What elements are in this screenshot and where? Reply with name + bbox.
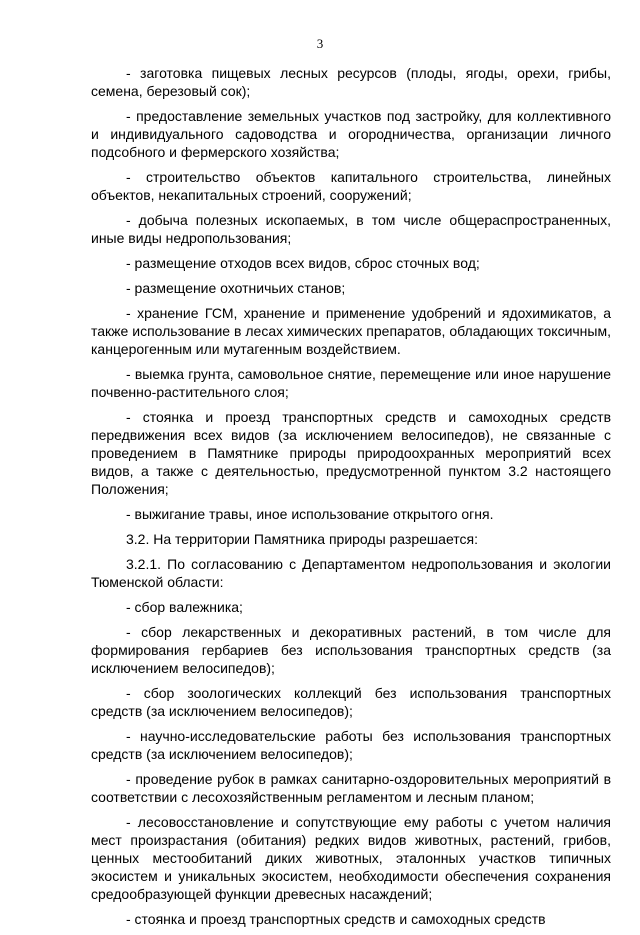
list-item: - предоставление земельных участков под застройку, для коллективного и индивидуального садоводства и огородничества, организации личного подсобного и фермерского хозяйства; [91, 108, 611, 160]
list-item: - стоянка и проезд транспортных средств и самоходных средств [126, 911, 546, 927]
list-item: - лесовосстановление и сопутствующие ему работы с учетом наличия мест произрастания (обитания) редких видов животных, растений, грибов, ценных местообитаний диких животных, эталонных участков типичных экосистем и уникальных экосистем, необходимости обеспечения сохранения средообразующей функции древесных насаждений; [91, 814, 611, 902]
list-item: - строительство объектов капитального строительства, линейных объектов, некапитальных строений, сооружений; [91, 169, 611, 203]
list-item: - заготовка пищевых лесных ресурсов (плоды, ягоды, орехи, грибы, семена, березовый сок); [91, 65, 611, 99]
list-item: - сбор валежника; [126, 599, 243, 615]
list-item: - стоянка и проезд транспортных средств и самоходных средств передвижения всех видов (за исключением велосипедов), не связанные с проведением в Памятнике природы природоохранных мероприятий всех видов, а также с деятельностью, предусмотренной пунктом 3.2 настоящего Положения; [91, 409, 611, 497]
page-number: 3 [316, 36, 324, 51]
subsection-heading: 3.2.1. По согласованию с Департаментом недропользования и экологии Тюменской области: [91, 556, 611, 590]
document-body [91, 64, 611, 935]
list-item: - размещение отходов всех видов, сброс сточных вод; [126, 255, 480, 271]
list-item: - хранение ГСМ, хранение и применение удобрений и ядохимикатов, а также использование в лесах химических препаратов, обладающих токсичным, канцерогенным или мутагенным воздействием. [91, 305, 611, 357]
list-item: - проведение рубок в рамках санитарно-оздоровительных мероприятий в соответствии с лесохозяйственным регламентом и лесным планом; [91, 771, 611, 805]
list-item: - сбор зоологических коллекций без использования транспортных средств (за исключением велосипедов); [91, 685, 611, 719]
list-item: - научно-исследовательские работы без использования транспортных средств (за исключением велосипедов); [91, 728, 611, 762]
section-heading: 3.2. На территории Памятника природы разрешается: [126, 531, 478, 547]
list-item: - выемка грунта, самовольное снятие, перемещение или иное нарушение почвенно-растительного слоя; [91, 366, 611, 400]
list-item: - сбор лекарственных и декоративных растений, в том числе для формирования гербариев без использования транспортных средств (за исключением велосипедов); [91, 624, 611, 676]
list-item: - выжигание травы, иное использование открытого огня. [126, 506, 494, 522]
list-item: - размещение охотничьих станов; [126, 280, 346, 296]
list-item: - добыча полезных ископаемых, в том числе общераспространенных, иные виды недропользования; [91, 212, 611, 246]
